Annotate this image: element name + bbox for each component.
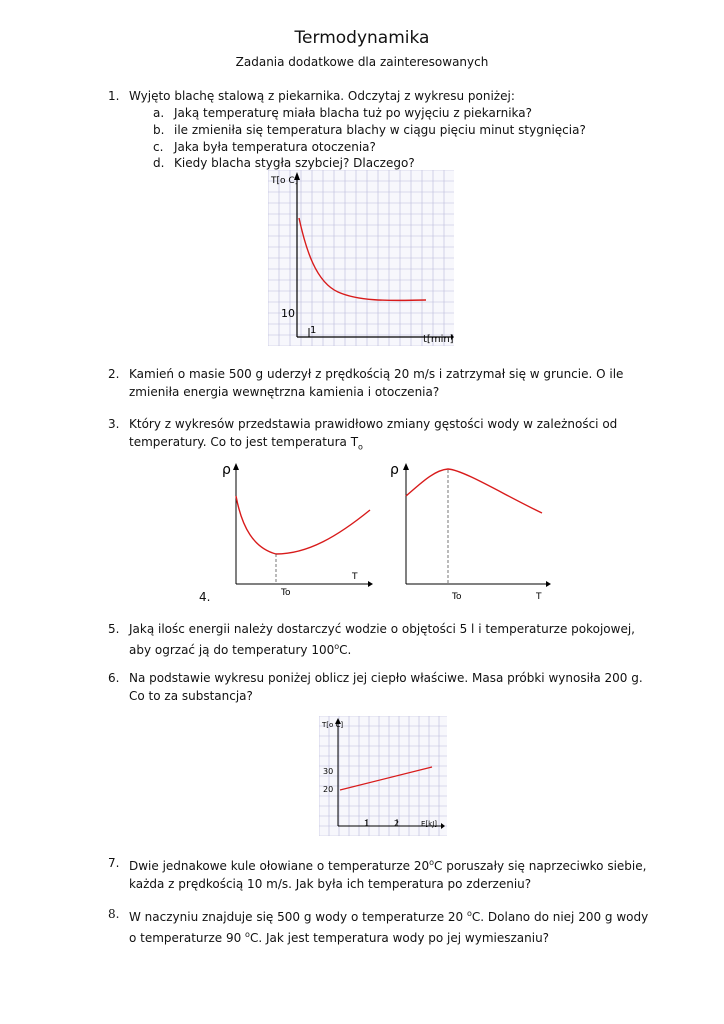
y-tick-label: 20: [323, 785, 334, 794]
y-axis-label: ρ: [222, 462, 231, 478]
document-title: Termodynamika: [294, 28, 430, 48]
question-number: 6.: [108, 671, 120, 685]
x-tick-label: To: [452, 592, 462, 602]
x-tick-label: 2: [394, 819, 400, 828]
x-axis-arrow: [368, 581, 373, 587]
y-axis-arrow: [403, 463, 409, 470]
question-text: Kamień o masie 500 g uderzył z prędkością 20 m/s i zatrzymał się w gruncie. O ile zmieniła energia wewnętrzna kamienia i otoczenia?: [129, 367, 624, 399]
x-tick-label: To: [281, 588, 291, 598]
x-axis-arrow: [546, 581, 551, 587]
question-number: 5.: [108, 622, 120, 636]
density-curve: [406, 469, 542, 513]
question-text: Na podstawie wykresu poniżej oblicz jej ciepło właściwe. Masa próbki wynosiła 200 g. Co to za substancja?: [129, 671, 643, 703]
question-text: Który z wykresów przedstawia prawidłowo zmiany gęstości wody w zależności od temperatury. Co to jest temperatura $T_o$: [129, 417, 618, 452]
x-tick-label: 1: [310, 325, 317, 336]
y-axis-arrow: [233, 463, 239, 470]
question-number: 8.: [108, 907, 120, 921]
document-subtitle: Zadania dodatkowe dla zainteresowanych: [235, 55, 489, 69]
x-axis-label: T: [536, 592, 542, 602]
question-number: 1.: [108, 89, 120, 103]
question-number: 3.: [108, 417, 120, 431]
y-tick-label: 30: [323, 767, 334, 776]
question-text: Dwie jednakowe kule ołowiane o temperaturze 20$^o$C poruszały się naprzeciwko siebie, każda z prędkością 10 m/s. Jak była ich temperatura po zderzeniu?: [129, 858, 647, 891]
x-tick-label: 1: [364, 819, 370, 828]
question-4-number: 4.: [199, 590, 211, 604]
x-axis-label: E[kJ]: [421, 820, 438, 828]
y-axis-label: T[o C]: [271, 176, 299, 186]
y-axis-label: ρ: [390, 462, 399, 478]
density-curve: [236, 496, 370, 554]
question-text: Jaką ilośc energii należy dostarczyć wodzie o objętości 5 l i temperaturze pokojowej, aby ogrzać ją do temperatury 100$^o$C.: [129, 622, 635, 657]
density-graph-left: [218, 458, 378, 604]
x-axis-label: T: [352, 572, 358, 582]
y-axis-label: T[o C]: [322, 721, 344, 729]
question-text: W naczyniu znajduje się 500 g wody o temperaturze 20 $^o$C. Dolano do niej 200 g wody o temperaturze 90 $^o$C. Jak jest temperatura wody po jej wymieszaniu?: [129, 909, 649, 945]
question-number: 7.: [108, 856, 120, 870]
y-tick-label: 10: [281, 307, 295, 320]
grid: [268, 170, 454, 346]
question-number: 2.: [108, 367, 120, 381]
density-graph-right: [386, 458, 556, 604]
heating-graph: [319, 716, 447, 836]
cooling-graph: [268, 170, 454, 346]
question-text: Wyjęto blachę stalową z piekarnika. Odczytaj z wykresu poniżej:: [129, 89, 515, 103]
x-axis-label: t[min]: [423, 334, 454, 345]
